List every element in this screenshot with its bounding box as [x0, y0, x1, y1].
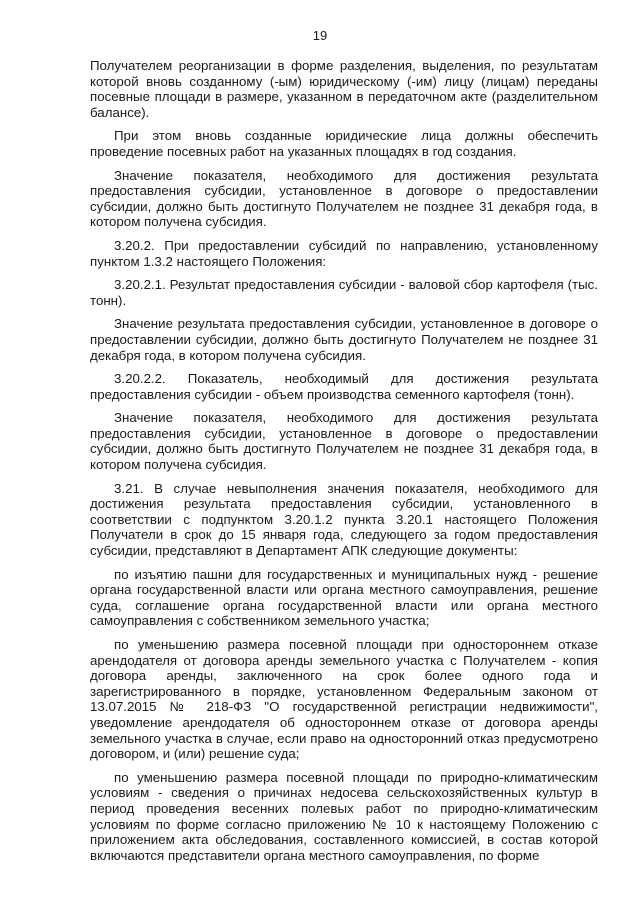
paragraph: Значение результата предоставления субсидии, установленное в договоре о предоставлении субсидии, должно быть достигнуто Получателем не позднее 31 декабря года, в котором получена субсидия. [90, 316, 598, 363]
paragraph: Значение показателя, необходимого для достижения результата предоставления субсидии, установленное в договоре о предоставлении субсидии, должно быть достигнуто Получателем не позднее 31 декабря года, в котором получена субсидия. [90, 410, 598, 473]
paragraph: 3.21. В случае невыполнения значения показателя, необходимого для достижения результата предоставления субсидии, установленного в соответствии с подпунктом 3.20.1.2 пункта 3.20.1 настоящего Положения Получатели в срок до 15 января года, следующего за годом предоставления субсидии, представляют в Департамент АПК следующие документы: [90, 480, 598, 559]
document-body [90, 58, 598, 871]
paragraph: Значение показателя, необходимого для достижения результата предоставления субсидии, установленное в договоре о предоставлении субсидии, должно быть достигнуто Получателем не позднее 31 декабря года, в котором получена субсидия. [90, 167, 598, 230]
paragraph: Получателем реорганизации в форме разделения, выделения, по результатам которой вновь созданному (-ым) юридическому (-им) лицу (лицам) переданы посевные площади в размере, указанном в передаточном акте (разделительном балансе). [90, 58, 598, 120]
paragraph: 3.20.2. При предоставлении субсидий по направлению, установленному пунктом 1.3.2 настоящего Положения: [90, 237, 598, 269]
list-item: по изъятию пашни для государственных и муниципальных нужд - решение органа государственной власти или органа местного самоуправления, решение суда, соглашение органа государственной власти или органа местного самоуправления с собственником земельного участка; [90, 566, 598, 629]
paragraph: При этом вновь созданные юридические лица должны обеспечить проведение посевных работ на указанных площадях в год создания. [90, 128, 598, 159]
page-number: 19 [312, 28, 328, 43]
list-item: по уменьшению размера посевной площади при одностороннем отказе арендодателя от договора аренды земельного участка с Получателем - копия договора аренды, заключенного на срок более одного года и зарегистрированного в порядке, установленном Федеральным законом от 13.07.2015 № 218-ФЗ "О государственной регистрации недвижимости", уведомление арендодателя об одностороннем отказе от договора аренды земельного участка в случае, если право на односторонний отказ предусмотрено договором, и (или) решение суда; [90, 637, 598, 762]
paragraph: 3.20.2.2. Показатель, необходимый для достижения результата предоставления субсидии - объем производства семенного картофеля (тонн). [90, 371, 598, 402]
paragraph: 3.20.2.1. Результат предоставления субсидии - валовой сбор картофеля (тыс. тонн). [90, 277, 598, 308]
list-item: по уменьшению размера посевной площади по природно-климатическим условиям - сведения о причинах недосева сельскохозяйственных культур в период проведения весенних полевых работ по природно-климатическим условиям по форме согласно приложению № 10 к настоящему Положению с приложением акта обследования, составленного комиссией, в состав которой включаются представители органа местного самоуправления, по форме [90, 769, 598, 863]
